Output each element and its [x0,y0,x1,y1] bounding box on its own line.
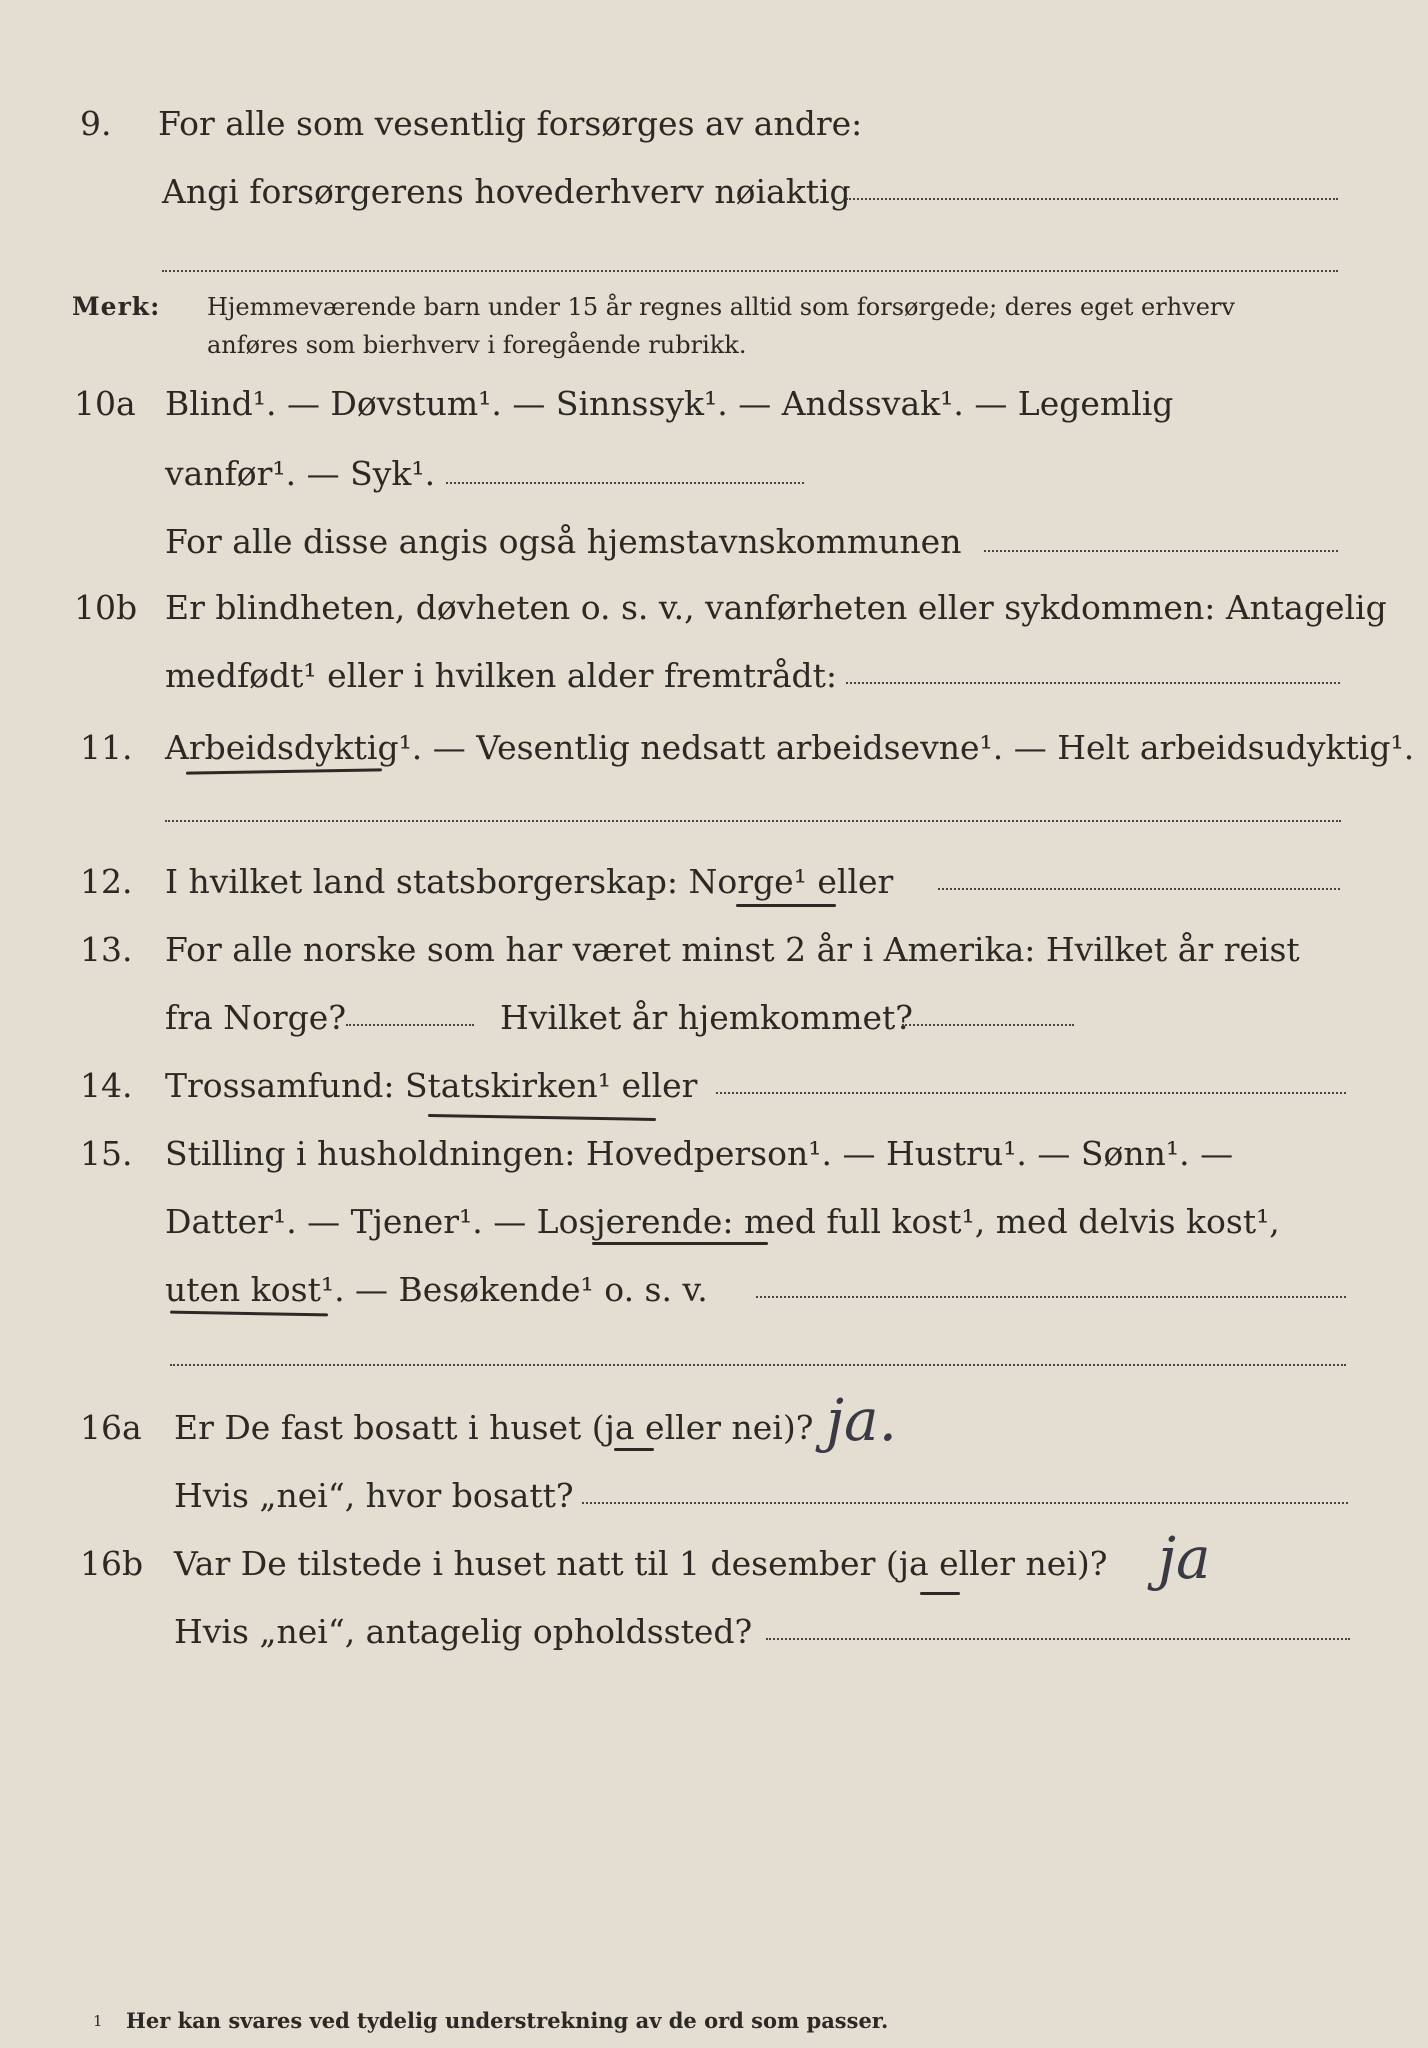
footnote-text: Her kan svares ved tydelig understrekning av de ord som passer. [126,2008,889,2033]
q10a-number: 10a [74,384,136,423]
q12-answer-field[interactable] [938,888,1340,890]
q14-underline-statskirken [428,1114,656,1121]
q13-year-returned-field[interactable] [902,1024,1074,1026]
q16a-number: 16a [80,1408,142,1447]
q10b-line2: medfødt¹ eller i hvilken alder fremtrådt: [165,656,838,695]
q13-number: 13. [80,930,133,969]
q15-underline-losjerende [592,1242,768,1245]
q15-line2: Datter¹. — Tjener¹. — Losjerende: med full kost¹, med delvis kost¹, [165,1202,1280,1241]
merk-line1: Hjemmeværende barn under 15 år regnes alltid som forsørgede; deres eget erhverv [207,293,1235,321]
q9-line2: Angi forsørgerens hovederhverv nøiaktig [162,172,851,211]
q10a-line2: vanfør¹. — Syk¹. [165,454,436,493]
q16a-handwritten-answer: ja. [826,1386,897,1454]
q11-underline-arbeidsdyktig [186,768,382,774]
q15-answer-line[interactable] [170,1364,1346,1366]
q11-number: 11. [80,728,133,767]
footnote-mark: 1 [93,2012,103,2030]
q13-line1: For alle norske som har været minst 2 år i Amerika: Hvilket år reist [165,930,1300,969]
q12-line1: I hvilket land statsborgerskap: Norge¹ eller [165,862,894,901]
q10a-line1: Blind¹. — Døvstum¹. — Sinnssyk¹. — Andssvak¹. — Legemlig [165,384,1174,423]
q12-number: 12. [80,862,133,901]
q16b-underline-ja [920,1592,960,1595]
q14-number: 14. [80,1066,133,1105]
q13-line2b: Hvilket år hjemkommet? [500,998,913,1037]
q16a-underline-ja [614,1448,654,1451]
q9-number: 9. [80,104,112,143]
q10b-number: 10b [74,588,138,627]
q12-underline-norge [736,904,836,907]
q15-number: 15. [80,1134,133,1173]
q16a-line2: Hvis „nei“, hvor bosatt? [174,1476,574,1515]
q15-underline-uten-kost [170,1311,328,1317]
merk-label: Merk: [72,292,161,321]
q13-line2a: fra Norge? [165,998,347,1037]
q10b-line1: Er blindheten, døvheten o. s. v., vanførheten eller sykdommen: Antagelig [165,588,1387,627]
q11-line1: Arbeidsdyktig¹. — Vesentlig nedsatt arbeidsevne¹. — Helt arbeidsudyktig¹. [165,728,1415,767]
q14-line1: Trossamfund: Statskirken¹ eller [165,1066,698,1105]
merk-line2: anføres som bierhverv i foregående rubrikk. [207,331,747,359]
q13-year-left-field[interactable] [346,1024,474,1026]
q16b-line2: Hvis „nei“, antagelig opholdssted? [174,1612,753,1651]
q10a-answer-field[interactable] [446,482,804,484]
q15-line1: Stilling i husholdningen: Hovedperson¹. — Hustru¹. — Sønn¹. — [165,1134,1234,1173]
q9-answer-field[interactable] [846,198,1338,200]
q16b-line1: Var De tilstede i huset natt til 1 desember (ja eller nei)? [174,1544,1108,1583]
q9-answer-line[interactable] [162,270,1338,272]
q16a-answer-field[interactable] [582,1502,1348,1504]
q16b-handwritten-answer: ja [1158,1524,1211,1592]
q15-line3: uten kost¹. — Besøkende¹ o. s. v. [165,1270,708,1309]
q16b-number: 16b [80,1544,144,1583]
q14-answer-field[interactable] [716,1092,1346,1094]
q10b-answer-field[interactable] [846,682,1340,684]
q15-answer-field[interactable] [756,1296,1346,1298]
q10a-home-municipality-field[interactable] [984,550,1338,552]
q10a-line3: For alle disse angis også hjemstavnskommunen [165,522,962,561]
q11-answer-line[interactable] [165,820,1341,822]
q9-line1: For alle som vesentlig forsørges av andre: [158,104,863,143]
q16b-answer-field[interactable] [766,1638,1350,1640]
q16a-line1: Er De fast bosatt i huset (ja eller nei)? [174,1408,814,1447]
